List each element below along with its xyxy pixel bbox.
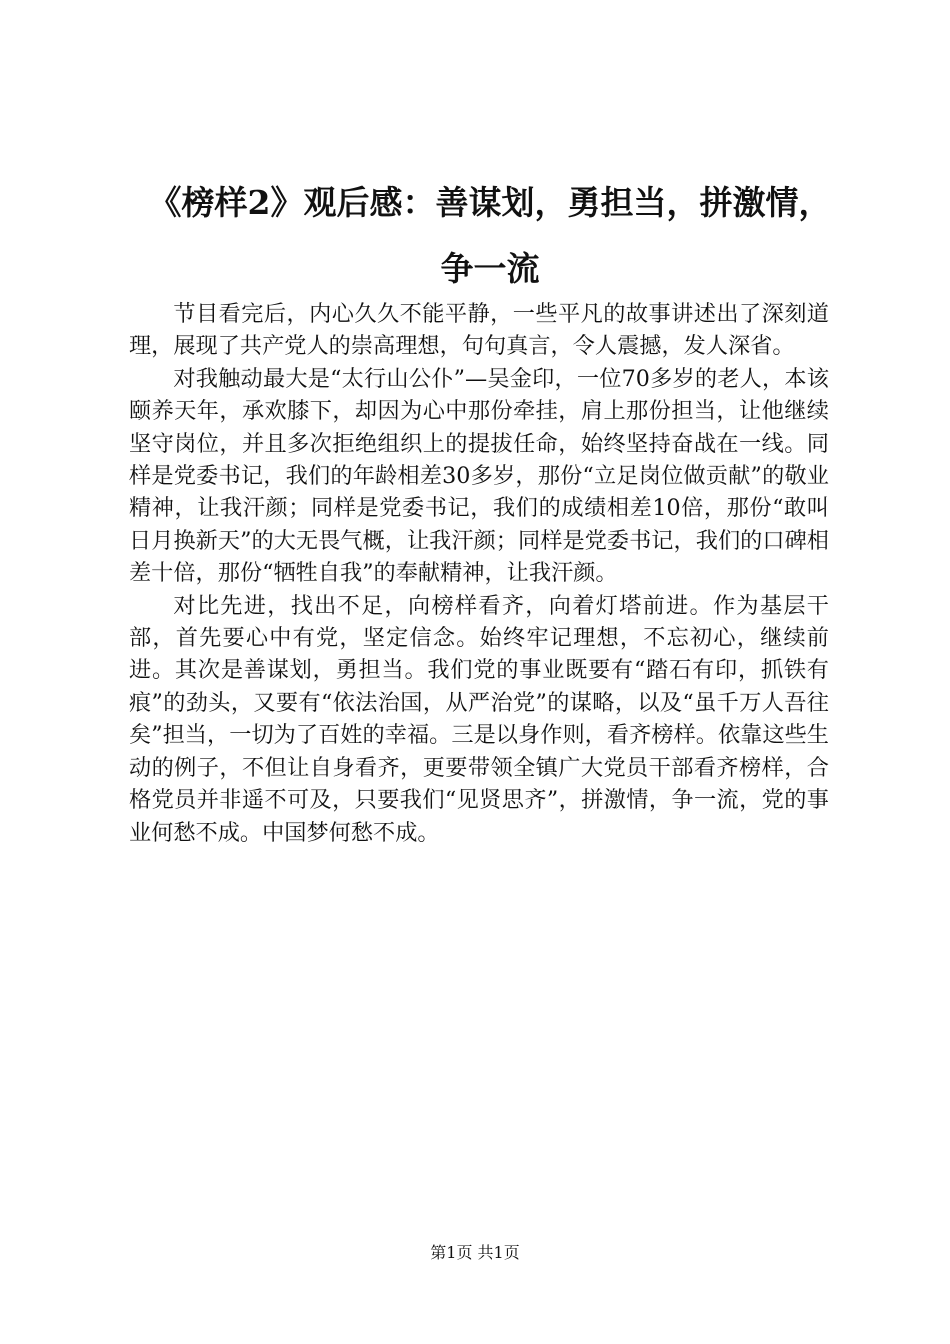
document-title-line-1: 《榜样2》观后感：善谋划，勇担当，拼激情， bbox=[148, 183, 832, 222]
paragraph-3: 对比先进，找出不足，向榜样看齐，向着灯塔前进。作为基层干部，首先要心中有党，坚定信念。始终牢记理想，不忘初心，继续前进。其次是善谋划，勇担当。我们党的事业既要有“踏石有印，抓铁有痕”的劲头，又要有“依法治国，从严治党”的谋略，以及“虽千万人吾往矣”担当，一切为了百姓的幸福。三是以身作则，看齐榜样。依靠这些生动的例子，不但让自身看齐，更要带领全镇广大党员干部看齐榜样，合格党员并非遥不可及，只要我们“见贤思齐”，拼激情，争一流，党的事业何愁不成。中国梦何愁不成。 bbox=[129, 592, 829, 846]
paragraph-1: 节目看完后，内心久久不能平静，一些平凡的故事讲述出了深刻道理，展现了共产党人的崇高理想，句句真言，令人震撼，发人深省。 bbox=[129, 301, 829, 360]
page-footer: 第1页 共1页 bbox=[430, 1243, 520, 1262]
document-body bbox=[129, 298, 829, 849]
document-title-line-2: 争一流 bbox=[440, 249, 540, 288]
paragraph-2: 对我触动最大是“太行山公仆”—吴金印，一位70多岁的老人，本该颐养天年，承欢膝下，却因为心中那份牵挂，肩上那份担当，让他继续坚守岗位，并且多次拒绝组织上的提拔任命，始终坚持奋战在一线。同样是党委书记，我们的年龄相差30多岁，那份“立足岗位做贡献”的敬业精神，让我汗颜；同样是党委书记，我们的成绩相差10倍，那份“敢叫日月换新天”的大无畏气概，让我汗颜；同样是党委书记，我们的口碑相差十倍，那份“牺牲自我”的奉献精神，让我汗颜。 bbox=[129, 365, 829, 587]
